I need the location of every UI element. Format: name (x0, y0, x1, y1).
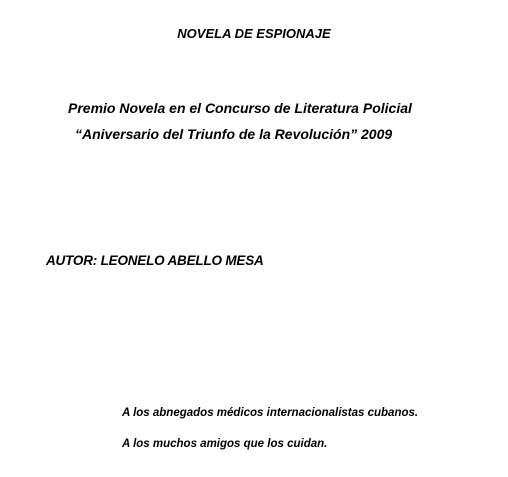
dedication-line-1: A los abnegados médicos internacionalistas cubanos. (122, 407, 419, 419)
dedication-line-2: A los muchos amigos que los cuidan. (122, 438, 328, 450)
prize-line-1: Premio Novela en el Concurso de Literatura Policial (68, 100, 412, 116)
prize-line-2: “Aniversario del Triunfo de la Revolución” 2009 (75, 126, 393, 142)
genre-heading: NOVELA DE ESPIONAJE (177, 26, 331, 41)
author-line: AUTOR: LEONELO ABELLO MESA (46, 253, 264, 268)
